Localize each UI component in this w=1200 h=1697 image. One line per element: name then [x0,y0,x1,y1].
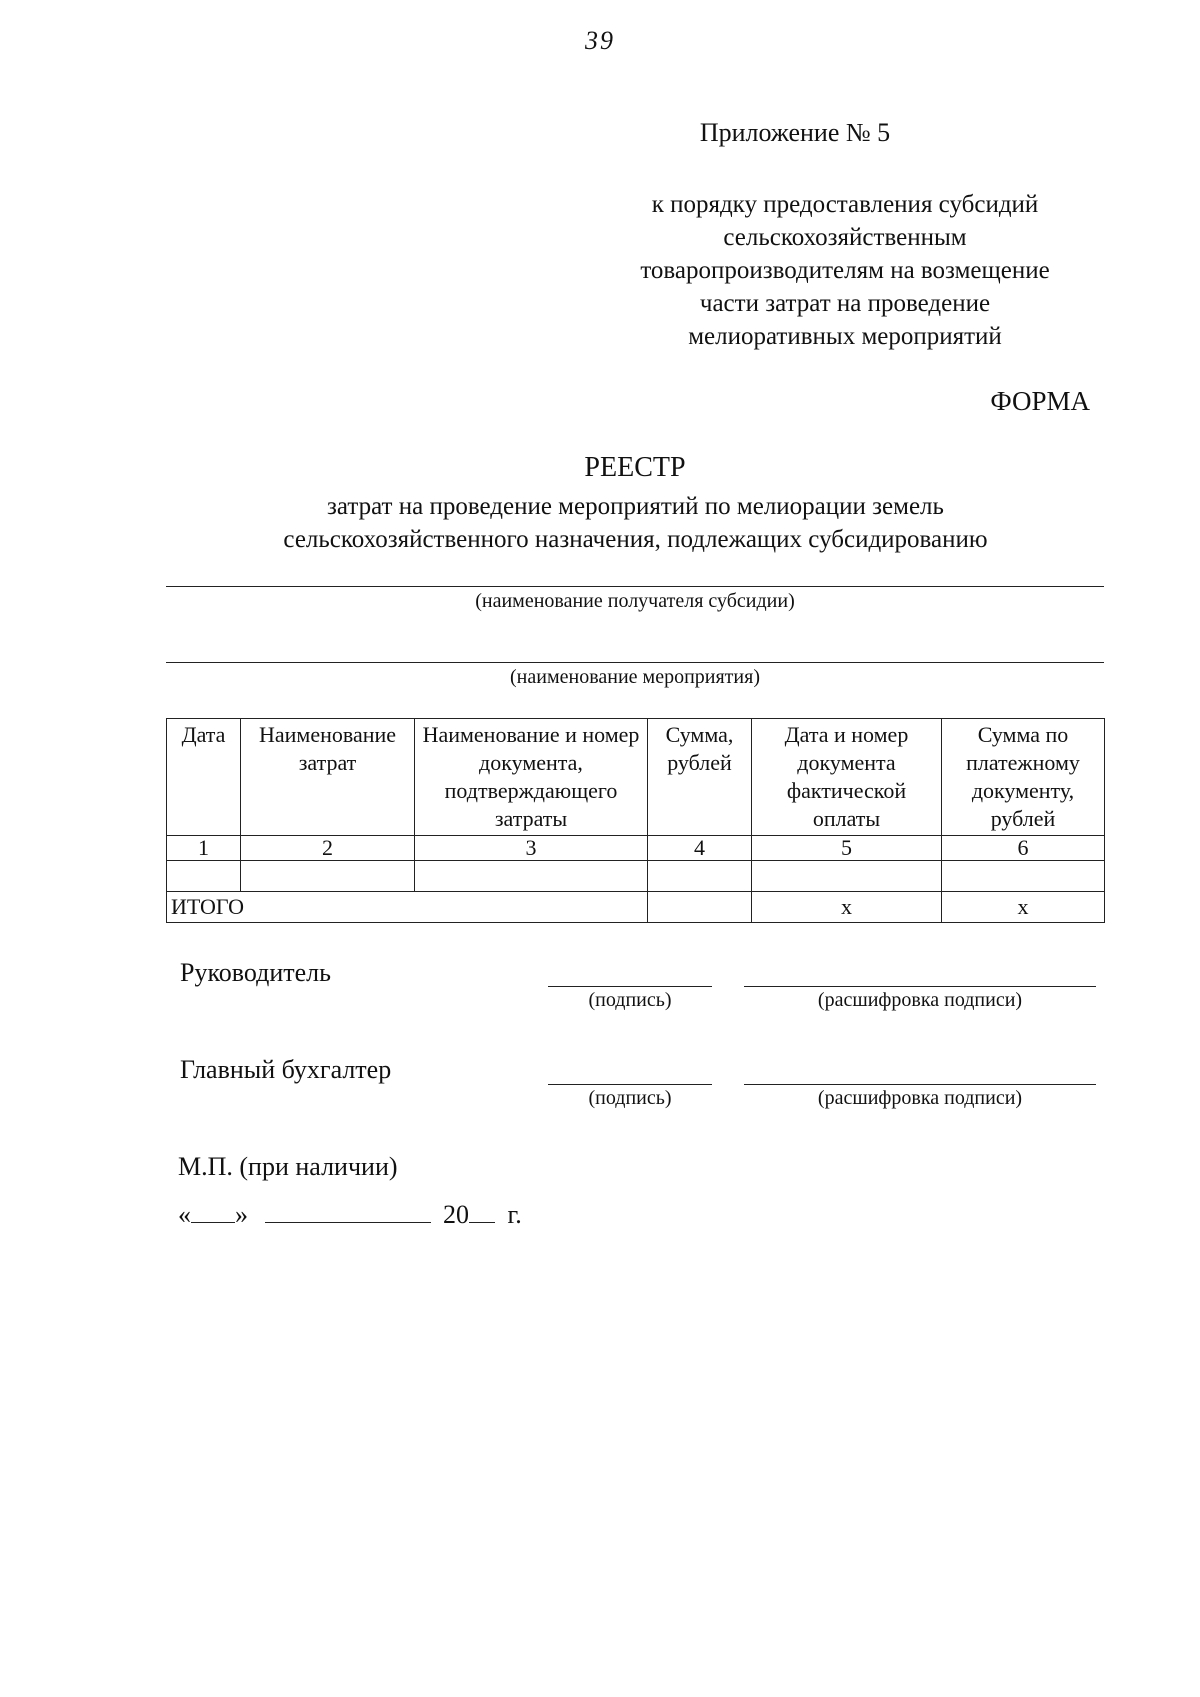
event-name-line[interactable] [166,662,1104,663]
expense-registry-table [166,718,1105,923]
empty-cell[interactable] [752,861,942,892]
appendix-line: сельскохозяйственным [723,224,967,251]
head-name-line[interactable] [744,986,1096,987]
empty-cell[interactable] [241,861,415,892]
appendix-line: части затрат на проведение [699,290,991,317]
date-close-quote: » [235,1200,248,1229]
column-header-amount: Сумма, рублей [648,719,752,836]
total-mark: х [752,892,942,923]
column-header-supporting-document: Наименование и номер документа, подтверждающего затраты [415,719,648,836]
year-suffix: г. [507,1200,522,1229]
stamp-note: М.П. (при наличии) [178,1152,398,1181]
recipient-name-caption: (наименование получателя субсидии) [475,590,795,612]
column-header-payment-document: Дата и номер документа фактической оплаты [752,719,942,836]
total-mark: х [942,892,1105,923]
column-number: 3 [415,836,648,861]
accountant-name-caption: (расшифровка подписи) [817,1087,1023,1109]
table-row [167,861,1105,892]
column-number: 1 [167,836,241,861]
column-header-payment-amount: Сумма по платежному документу, рублей [942,719,1105,836]
accountant-signature-line[interactable] [548,1084,712,1085]
appendix-title: Приложение № 5 [699,118,891,147]
column-header-date: Дата [167,719,241,836]
day-blank[interactable] [191,1200,235,1223]
head-signature-caption: (подпись) [588,989,672,1011]
total-amount-cell[interactable] [648,892,752,923]
appendix-line: к порядку предоставления субсидий [651,191,1039,218]
register-subtitle-line: сельскохозяйственного назначения, подлежащих субсидированию [283,526,988,553]
accountant-name-line[interactable] [744,1084,1096,1085]
form-label: ФОРМА [990,386,1090,416]
recipient-name-line[interactable] [166,586,1104,587]
column-number: 2 [241,836,415,861]
column-header-expense-name: Наименование затрат [241,719,415,836]
page-number-mark: 39 [585,26,615,55]
register-title: РЕЕСТР [584,452,686,483]
appendix-line: товаропроизводителям на возмещение [640,257,1050,284]
empty-cell[interactable] [415,861,648,892]
appendix-reference [600,188,1090,353]
head-name-caption: (расшифровка подписи) [817,989,1023,1011]
accountant-signature-caption: (подпись) [588,1087,672,1109]
empty-cell[interactable] [648,861,752,892]
event-name-caption: (наименование мероприятия) [510,666,760,688]
appendix-line: мелиоративных мероприятий [688,323,1002,350]
register-subtitle [168,490,1103,556]
column-number: 6 [942,836,1105,861]
head-signatory-label: Руководитель [180,958,331,987]
month-blank[interactable] [265,1200,431,1223]
year-blank[interactable] [469,1200,495,1223]
column-number: 4 [648,836,752,861]
date-open-quote: « [178,1200,191,1229]
register-subtitle-line: затрат на проведение мероприятий по мелиорации земель [327,493,944,520]
date-field [178,1200,522,1230]
column-number-row [167,836,1105,861]
total-label: ИТОГО [167,892,648,923]
column-number: 5 [752,836,942,861]
empty-cell[interactable] [167,861,241,892]
empty-cell[interactable] [942,861,1105,892]
chief-accountant-label: Главный бухгалтер [180,1055,392,1084]
total-row [167,892,1105,923]
head-signature-line[interactable] [548,986,712,987]
year-prefix: 20 [443,1200,469,1229]
table-header-row [167,719,1105,836]
